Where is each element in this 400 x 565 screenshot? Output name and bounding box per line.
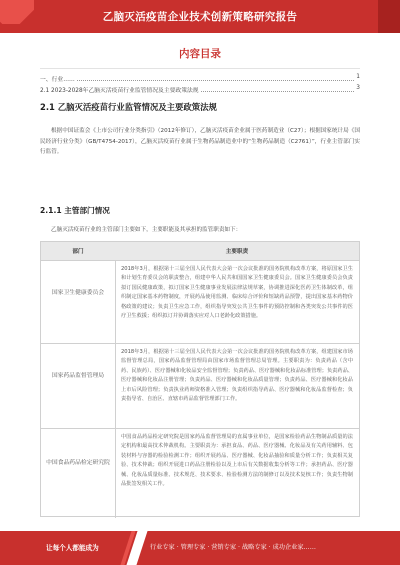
- toc-title: 内容目录: [179, 48, 221, 60]
- table-row: [41, 429, 359, 517]
- toc-entry-label: 2.1 2023-2028年乙脑灭活疫苗行业监管情况及主要政策法规: [40, 85, 201, 94]
- regulators-table: [40, 241, 360, 517]
- toc-entry-page: 3: [356, 85, 360, 91]
- page-footer: [0, 531, 400, 565]
- table-header-dept: 部门: [72, 249, 84, 255]
- report-header: [0, 0, 400, 33]
- section-heading: 2.1 乙脑灭活疫苗行业监管情况及主要政策法规: [40, 102, 217, 112]
- table-cell-dept: 中国食品药品检定研究院: [46, 460, 110, 466]
- toc-leader-dots: [40, 80, 354, 81]
- subsection-heading: 2.1.1 主管部门情况: [40, 206, 110, 215]
- subsection-intro: 乙脑灭活疫苗行业的主管部门主要如下，主要职能及其承担的监管职责如下：: [51, 227, 242, 233]
- table-cell-duty: 中国食品药品检定研究院是国家药品监督管理局的直属事业单位，是国家检验药品生物制品质量的法定机构和最高技术仲裁机构。主要职责为：承担食品、药品、医疗器械、化妆品及有关药用辅料、包装材料与容器的检验检测工作；组织开展药品、医疗器械、化妆品抽验和质量分析工作；负责相关复验、技术仲裁；组织开展进口药品注册检验以及上市后有关数据收集分析等工作；承担药品、医疗器械、化妆品质量标准、技术规范、技术要求、检验检测方法的制修订以及技术复核工作；负责生物制品批签发相关工作。: [121, 434, 353, 488]
- footer-slogan: 让每个人都能成为: [46, 544, 99, 552]
- table-header-duty: 主要职责: [225, 249, 249, 255]
- section-paragraph: 根据中国证监会《上市公司行业分类指引》（2012年修订），乙脑灭活疫苗企业属于医药制造业（C27）；根据国家统计局《国民经济行业分类》（GB/T4754-2017），乙脑灭活疫苗行业属于生物药品制造业中的“生物药品制造（C2761）”，行业主管部门实行监管。: [40, 128, 360, 155]
- report-title: 乙脑灭活疫苗企业技术创新策略研究报告: [102, 11, 298, 23]
- table-header-row: [41, 242, 359, 261]
- toc-entry-page: 1: [356, 74, 360, 80]
- footer-tags: 行业专家 · 管理专家 · 营销专家 · 战略专家 · 成功企业家……: [150, 544, 316, 551]
- table-cell-duty: 2018年3月，根据第十三届全国人民代表大会第一次会议批准的国务院机构改革方案，组建国家市场监督管理总局，国家药品监督管理局由国家市场监督管理总局管理。主要职责为：负责药品（含中药、民族药）、医疗器械和化妆品安全监督管理；负责药品、医疗器械和化妆品标准管理；负责药品、医疗器械和化妆品注册管理；负责药品、医疗器械和化妆品质量管理；负责药品、医疗器械和化妆品上市后风险管理；负责执业药师资格准入管理；负责组织指导药品、医疗器械和化妆品监督检查；负责指导省、自治区、直辖市药品监督管理部门工作。: [121, 349, 353, 403]
- table-cell-dept: 国家卫生健康委员会: [51, 290, 105, 296]
- table-cell-dept: 国家药品监督管理局: [51, 373, 105, 379]
- toc-entry-2[interactable]: [40, 85, 360, 97]
- table-row: [41, 344, 359, 429]
- toc-divider: [40, 68, 360, 69]
- table-cell-duty: 2018年3月，根据第十三届全国人民代表大会第一次会议批准的国务院机构改革方案，将原国家卫生和计划生育委员会的职责整合，组建中华人民共和国国家卫生健康委员会。国家卫生健康委员会负责拟订国民健康政策，拟订国家卫生健康事业发展法律法规草案，协调推进深化医药卫生体制改革，组织制定国家基本药物制度，开展药品使用监测、临床综合评价和短缺药品预警，提出国家基本药物价格政策的建议；负责卫生应急工作，组织指导突发公共卫生事件的预防控制和各类突发公共事件的医疗卫生救援；组织拟订并协调落实应对人口老龄化政策措施。: [121, 266, 353, 320]
- table-row: [41, 261, 359, 344]
- toc-entry-label: 一、行业……: [40, 74, 77, 83]
